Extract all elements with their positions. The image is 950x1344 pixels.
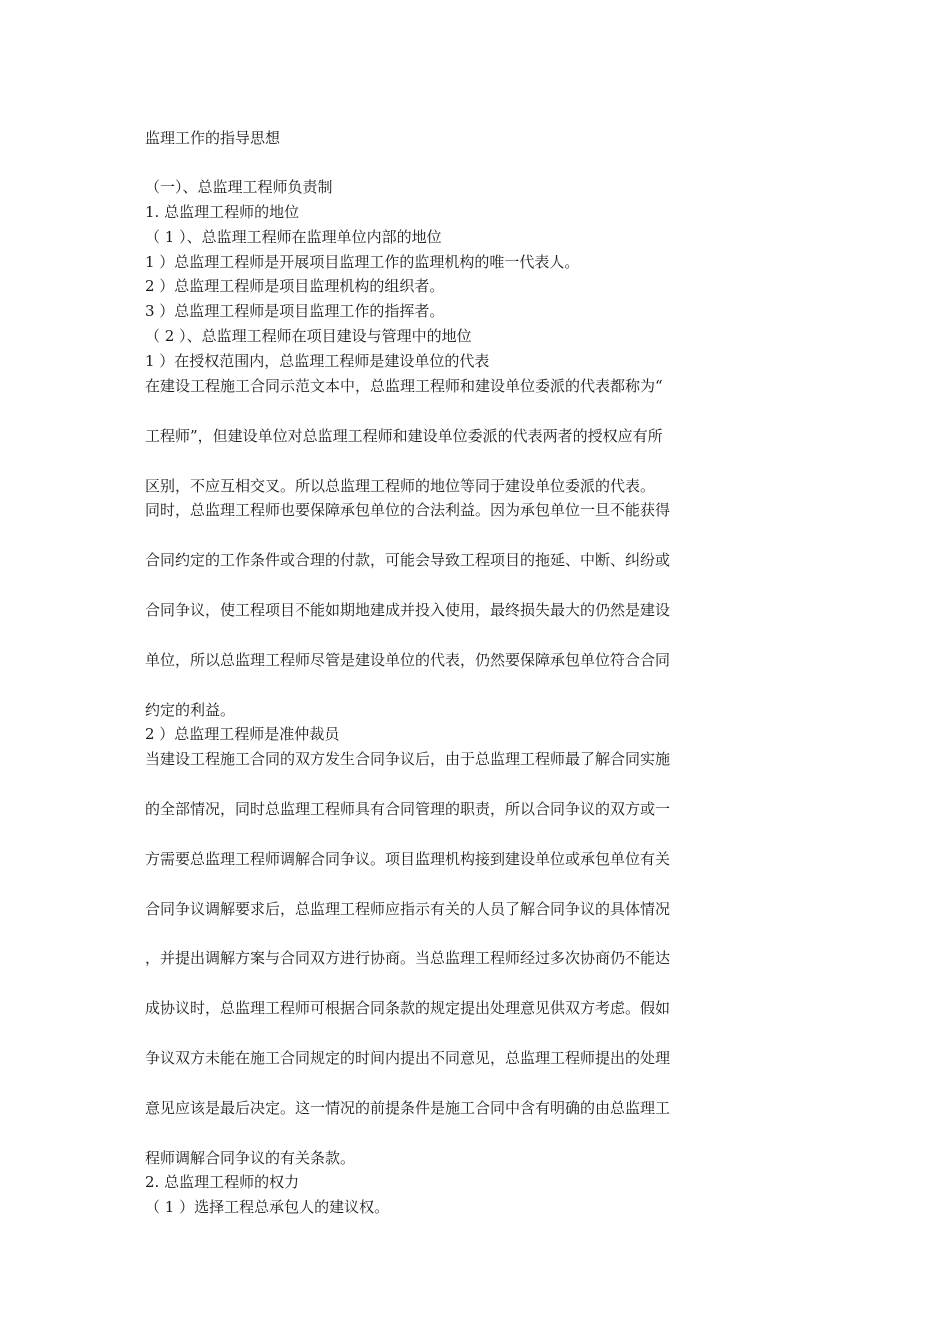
text-line: 2 ）总监理工程师是项目监理机构的组织者。 [145,277,445,295]
text-line: 合同约定的工作条件或合理的付款，可能会导致工程项目的拖延、中断、纠纷或 [145,551,671,569]
text-line: （ 1 ）、总监理工程师在监理单位内部的地位 [145,228,442,246]
document-title: 监理工作的指导思想 [145,129,281,147]
text-line: 1 ）在授权范围内，总监理工程师是建设单位的代表 [145,352,490,370]
text-line: 约定的利益。 [145,701,236,719]
text-line: 单位，所以总监理工程师尽管是建设单位的代表，仍然要保障承包单位符合合同 [145,651,671,669]
text-line: 成协议时，总监理工程师可根据合同条款的规定提出处理意见供双方考虑。假如 [145,999,671,1017]
text-line: ，并提出调解方案与合同双方进行协商。当总监理工程师经过多次协商仍不能达 [145,949,671,967]
text-line: 在建设工程施工合同示范文本中，总监理工程师和建设单位委派的代表都称为“ [145,377,663,395]
text-line: 当建设工程施工合同的双方发生合同争议后，由于总监理工程师最了解合同实施 [145,750,671,768]
text-line: 1. 总监理工程师的地位 [145,203,300,221]
text-line: 合同争议调解要求后，总监理工程师应指示有关的人员了解合同争议的具体情况 [145,900,671,918]
text-line: 1 ）总监理工程师是开展项目监理工作的监理机构的唯一代表人。 [145,253,580,271]
text-line: 方需要总监理工程师调解合同争议。项目监理机构接到建设单位或承包单位有关 [145,850,671,868]
text-line: 同时，总监理工程师也要保障承包单位的合法利益。因为承包单位一旦不能获得 [145,501,671,519]
text-line: 2 ）总监理工程师是准仲裁员 [145,725,340,743]
text-line: （ 2 ）、总监理工程师在项目建设与管理中的地位 [145,327,472,345]
text-line: 2. 总监理工程师的权力 [145,1173,300,1191]
text-line: 程师调解合同争议的有关条款。 [145,1149,356,1167]
text-line: 争议双方未能在施工合同规定的时间内提出不同意见，总监理工程师提出的处理 [145,1049,671,1067]
text-line: （ 1 ）选择工程总承包人的建议权。 [145,1198,390,1216]
text-line: （一）、总监理工程师负责制 [145,178,333,196]
text-line: 的全部情况，同时总监理工程师具有合同管理的职责，所以合同争议的双方或一 [145,800,671,818]
text-line: 区别，不应互相交叉。所以总监理工程师的地位等同于建设单位委派的代表。 [145,477,656,495]
text-line: 工程师”，但建设单位对总监理工程师和建设单位委派的代表两者的授权应有所 [145,427,663,445]
text-line: 意见应该是最后决定。这一情况的前提条件是施工合同中含有明确的由总监理工 [145,1099,671,1117]
text-line: 3 ）总监理工程师是项目监理工作的指挥者。 [145,302,445,320]
text-line: 合同争议，使工程项目不能如期地建成并投入使用，最终损失最大的仍然是建设 [145,601,671,619]
